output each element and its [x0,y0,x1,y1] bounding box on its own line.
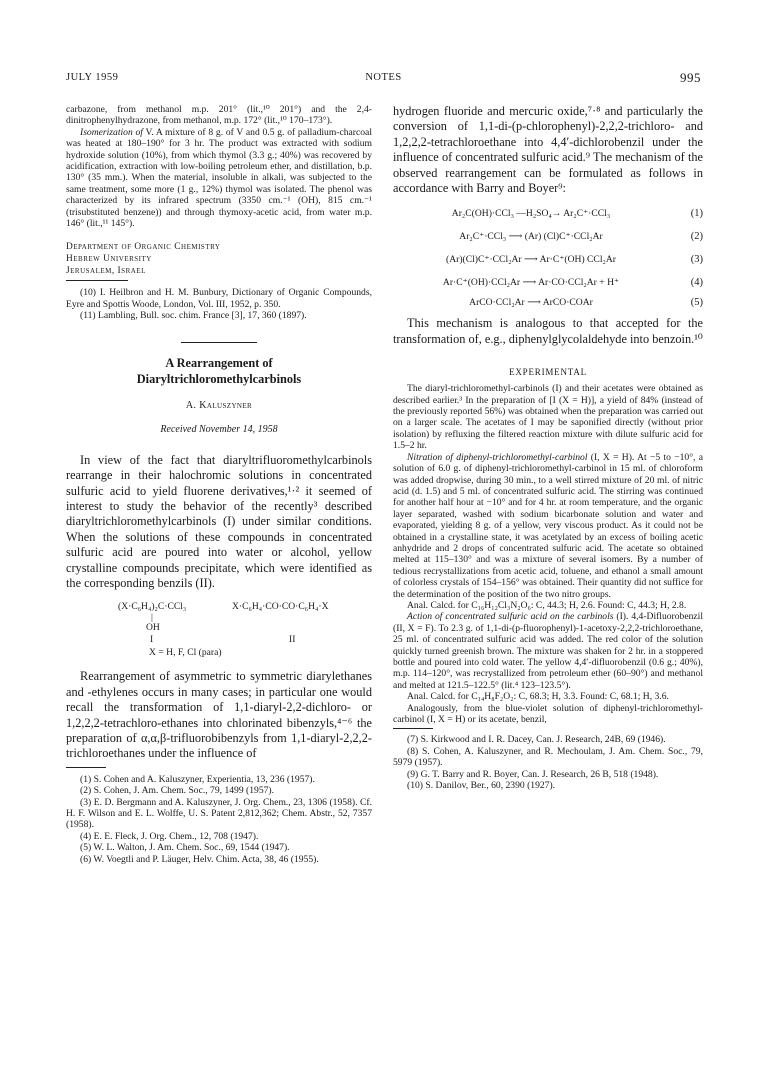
equation-text: Ar₂C(OH)·CCl₃ —H₂SO₄→ Ar₂C⁺·CCl₃ [451,208,611,220]
footnote: (11) Lambling, Bull. soc. chim. France [3], 17, 360 (1897). [80,310,307,322]
equation [393,269,703,292]
formula-I-oh: OH [146,622,160,634]
equation [393,292,703,312]
experimental-paragraph: Analogously, from the blue-violet solution of diphenyl-trichloromethyl-carbinol (I, X = H) or its acetate, benzil, [393,702,703,726]
equation-number: (5) [690,297,703,309]
footnote-rule [66,280,128,281]
formula-II: X·C₆H₄·CO·CO·C₆H₄·X [232,601,329,613]
analysis-line: Anal. Calcd. for C₁₄H₈F₂O₂: C, 68.3; H, 3.3. Found: C, 68.1; H, 3.6. [407,691,669,703]
affiliation-line: Jerusalem, Israel [66,266,146,277]
equation-text: ArCO·CCl₂Ar ⟶ ArCO·COAr [469,297,593,309]
equation [393,246,703,269]
nitration-text: (I, X = H). At −5 to −10°, a solution of 6.0 g. of diphenyl-trichloromethyl-carbinol in 15 ml. of chloroform was added dropwise, during 30 min., to a well stirred mixture of 20 ml. of nitric acid (d. 1.5) and 5 ml. of concentrated sulfuric acid. The stirring was continued for another half hour at −10° and for 4 hr. at room temperature, and the organic layer separated, washed with sodium bicarbonate solution and water and evaporated, yielding 8 g. of a yellow, very viscous product. As it could not be obtained in a crystalline state, it was acetylated by an excess of boiling acetic anhydride and 2 drops of concentrated sulfuric acid. The acetate so obtained melted at 115–130° and was a mixture of several isomers. By a number of tedious recrystallizations from acetic acid, toluene, and ethanol a small amount of colorless crystals of 154–156° was obtained. Their quantity did not suffice for the determination of the position of the two nitro groups. [393,451,703,600]
isomerization-label: Isomerization of [80,126,143,138]
footnotes-left [66,774,372,865]
isomerization-text: V. A mixture of 8 g. of V and 0.5 g. of palladium-charcoal was heated at 180–190° for 3 hr. The product was extracted with sodium hydroxide solution (10%), from which thymol (3.3 g.; 40%) was recovered by acidification, extraction with low-boiling petroleum ether, and distillation, b.p. 130° (35 mm.). When the material, insoluble in alkali, was subjected to the same treatment, some more (1 g., 12%) thymol was isolated. The phenol was characterized by its infrared spectrum (3350 cm.⁻¹ (OH), 815 cm.⁻¹ (trisubstituted benzene)) and through thymoxy-acetic acid, from water m.p. 146° (lit.,¹¹ 145°). [66,126,372,230]
experimental-paragraph [393,452,703,600]
equation-number: (3) [690,254,703,266]
footnote: (1) S. Cohen and A. Kaluszyner, Experientia, 13, 236 (1957). [80,773,315,785]
footnote-rule [66,767,106,768]
formula-I: (X·C₆H₄)₂C·CCl₃ [118,601,187,613]
affiliation-line: Hebrew University [66,254,152,265]
continued-text: carbazone, from methanol m.p. 201° (lit.,¹⁰ 201°) and the 2,4-dinitrophenylhydrazone, from methanol, m.p. 172° (lit.,¹⁰ 170–173°). [66,104,372,127]
body-paragraph: Rearrangement of asymmetric to symmetric diarylethanes and -ethylenes occurs in many cases; in particular one would recall the transformation of 1,1-diaryl-2,2-dichloro- or 1,2,2,2-tetrachloro-ethanes into chlorinated bibenzyls,⁴⁻⁶ the preparation of α,α,β-trifluorobibenzyls from 1,1-diaryl-2,2,2-trichloroethanes under the influence of [66,669,372,761]
running-header [66,72,701,88]
equation-text: Ar₂C⁺·CCl₃ ⟶ (Ar) (Cl)C⁺·CCl₂Ar [459,231,603,243]
nitration-label: Nitration of diphenyl-trichloromethyl-carbinol [407,451,588,463]
equation-text: Ar·C⁺(OH)·CCl₂Ar ⟶ Ar·CO·CCl₂Ar + H⁺ [442,277,620,289]
footnote: (10) I. Heilbron and H. M. Bunbury, Dictionary of Organic Compounds, Eyre and Spottis Woode, London, Vol. III, 1952, p. 350. [66,287,372,310]
footnote: (2) S. Cohen, J. Am. Chem. Soc., 79, 1499 (1957). [80,785,275,797]
footnotes-right [393,734,703,791]
equation-text: (Ar)(Cl)C⁺·CCl₂Ar ⟶ Ar·C⁺(OH) CCl₂Ar [446,254,616,266]
body-paragraph: In view of the fact that diaryltrifluoromethylcarbinols rearrange in their halochromic solutions in concentrated sulfuric acid to yield fluorene derivatives,¹·² it seemed of interest to study the behavior of the recently³ described diaryltrichloromethylcarbinols (I) under similar conditions. When the solutions of these compounds in concentrated sulfuric acid are poured into water or alcohol, yellow crystalline compounds precipitate, which were identified as the corresponding benzils (II). [66,452,372,590]
footnote: (5) W. L. Walton, J. Am. Chem. Soc., 69, 1544 (1947). [80,842,290,854]
formula-substituents: X = H, F, Cl (para) [149,647,222,659]
equation-number: (2) [690,231,703,243]
equation [393,223,703,246]
footnote: (4) E. E. Fleck, J. Org. Chem., 12, 708 (1947). [80,830,259,842]
footnote: (6) W. Voegtli and P. Läuger, Helv. Chim. Acta, 38, 46 (1955). [80,853,319,865]
structure-formulas [66,601,372,665]
received-date: Received November 14, 1958 [160,423,278,435]
equation-number: (4) [690,277,703,289]
equation-number: (1) [690,208,703,220]
sulfuric-action-label: Action of concentrated sulfuric acid on the carbinols [407,611,614,623]
footnote: (7) S. Kirkwood and I. R. Dacey, Can. J. Research, 24B, 69 (1946). [407,734,666,746]
header-section: NOTES [365,72,402,83]
body-paragraph: hydrogen fluoride and mercuric oxide,⁷·⁸ and particularly the conversion of 1,1-di-(p-chlorophenyl)-2,2,2-trichloro- and 1,2,2,2-tetrachloroethane into 4,4′-dichlorobenzil under the influence of concentrated sulfuric acid.⁹ The mechanism of the observed rearrangement can be formulated as follows in accordance with Barry and Boyer⁹: [393,104,703,196]
header-date: JULY 1959 [66,72,119,83]
sulfuric-action-text: (I). 4,4-Difluorobenzil (II, X = F). To 2.3 g. of 1,1-di-(p-fluorophenyl)-1-acetoxy-2,2,2-trichloroethane, 25 ml. of concentrated sulfuric acid was added. The red color of the solution quickly turned greenish brown. The mixture was shaken for 2 hr. in a stoppered bottle and poured into cold water. The yellow 4,4′-difluorobenzil (0.6 g.; 40%), m.p. 114–120°, was recrystallized from petroleum ether (60–90°) and methanol and melted at 121.5–122.5° (lit.⁴ 123–123.5°). [393,611,703,691]
formula-I-bond: | [151,612,153,624]
article-title-line: Diaryltrichloromethylcarbinols [136,371,302,386]
affiliation-block [66,241,372,277]
analysis-line: Anal. Calcd. for C₁₆H₁₂Cl₃N₂O₆: C, 44.3; H, 2.6. Found: C, 44.3; H, 2.8. [407,599,687,611]
isomerization-paragraph [66,127,372,230]
experimental-paragraph: The diaryl-trichloromethyl-carbinols (I) and their acetates were obtained as described earlier.³ In the preparation of [I (X = H)], a yield of 84% (instead of the previously reported 56%) was obtained when the preparation was carried out on a larger scale. The acetates of I may be saponified directly (without prior isolation) by refluxing the filtered reaction mixture with dilute sulfuric acid for 1.5–2 hr. [393,383,703,452]
footnote: (3) E. D. Bergmann and A. Kaluszyner, J. Org. Chem., 23, 1306 (1958). Cf. H. F. Wilson and E. L. Wolffe, U. S. Patent 2,812,362; Chem. Abstr., 52, 7357 (1958). [66,796,372,831]
body-paragraph: This mechanism is analogous to that accepted for the transformation of, e.g., diphenylglycolaldehyde into benzoin.¹⁰ [393,316,703,346]
left-column [66,104,372,865]
experimental-heading: EXPERIMENTAL [509,367,587,378]
article-title-line: A Rearrangement of [165,355,273,370]
author: A. Kaluszyner [185,399,253,411]
footnote: (9) G. T. Barry and R. Boyer, Can. J. Research, 26 B, 518 (1948). [407,768,659,780]
footnote: (8) S. Cohen, A. Kaluszyner, and R. Mechoulam, J. Am. Chem. Soc., 79, 5979 (1957). [393,745,703,769]
experimental-paragraph [393,611,703,691]
page-number: 995 [680,70,701,85]
footnote-rule [393,728,433,729]
right-column [393,104,703,791]
affiliation-line: Department of Organic Chemistry [66,242,221,253]
formula-II-label: II [289,634,296,646]
mechanism-equations [393,200,703,312]
equation [393,200,703,223]
article-title [66,355,372,387]
footnote: (10) S. Danilov, Ber., 60, 2390 (1927). [407,780,556,792]
formula-I-label: I [150,634,154,646]
article-separator [181,342,257,343]
